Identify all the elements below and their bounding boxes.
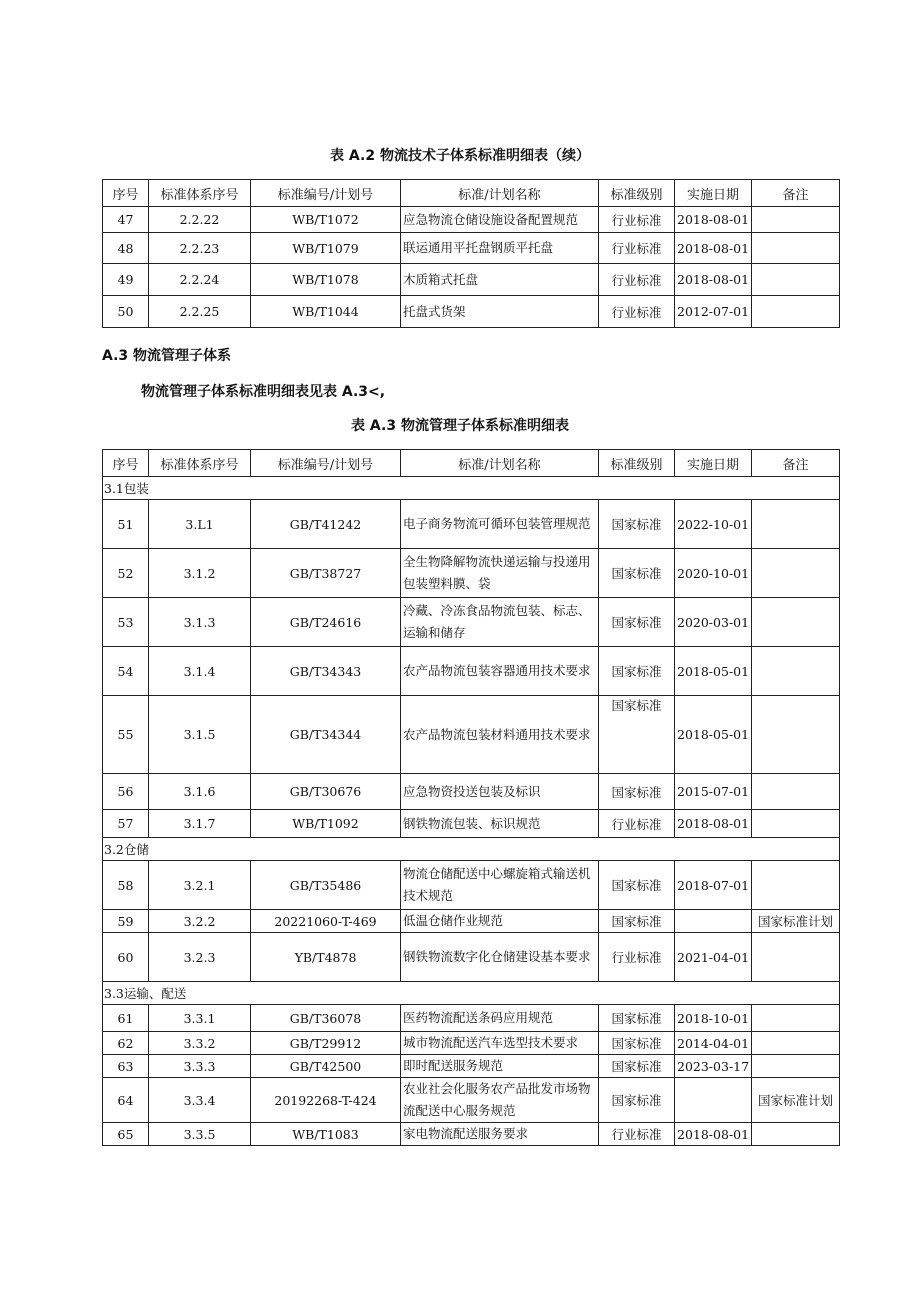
header-code: 标准编号/计划号 <box>251 450 401 477</box>
header-name: 标准/计划名称 <box>401 450 599 477</box>
row-system-no: 3.3.5 <box>149 1123 251 1146</box>
row-date: 2018-08-01 <box>675 207 752 233</box>
table-row <box>103 933 840 982</box>
table-header-row <box>103 450 840 477</box>
row-date: 2020-03-01 <box>675 598 752 647</box>
row-level: 国家标准 <box>599 1005 675 1032</box>
header-name: 标准/计划名称 <box>401 180 599 207</box>
row-level: 行业标准 <box>599 1123 675 1146</box>
row-system-no: 3.1.6 <box>149 774 251 810</box>
row-note <box>752 549 840 598</box>
row-date: 2018-05-01 <box>675 696 752 774</box>
row-level: 国家标准 <box>599 696 675 774</box>
table-row <box>103 296 840 328</box>
header-system-no: 标准体系序号 <box>149 180 251 207</box>
table-header-row <box>103 180 840 207</box>
table-row <box>103 810 840 838</box>
header-no: 序号 <box>103 180 149 207</box>
row-name: 托盘式货架 <box>401 296 599 328</box>
row-level: 行业标准 <box>599 264 675 296</box>
row-code: GB/T24616 <box>251 598 401 647</box>
row-note <box>752 696 840 774</box>
row-system-no: 3.1.3 <box>149 598 251 647</box>
row-no: 48 <box>103 233 149 264</box>
row-system-no: 3.2.1 <box>149 861 251 910</box>
row-name: 农产品物流包装容器通用技术要求 <box>401 647 599 696</box>
row-system-no: 3.L1 <box>149 500 251 549</box>
row-name: 医药物流配送条码应用规范 <box>401 1005 599 1032</box>
row-note <box>752 207 840 233</box>
row-date: 2015-07-01 <box>675 774 752 810</box>
row-no: 54 <box>103 647 149 696</box>
row-no: 65 <box>103 1123 149 1146</box>
row-no: 51 <box>103 500 149 549</box>
row-no: 55 <box>103 696 149 774</box>
row-date: 2014-04-01 <box>675 1032 752 1055</box>
row-level: 国家标准 <box>599 647 675 696</box>
row-system-no: 2.2.22 <box>149 207 251 233</box>
row-system-no: 3.2.3 <box>149 933 251 982</box>
row-no: 64 <box>103 1078 149 1123</box>
row-name: 城市物流配送汽车选型技术要求 <box>401 1032 599 1055</box>
row-system-no: 3.1.5 <box>149 696 251 774</box>
row-code: 20221060-T-469 <box>251 910 401 933</box>
row-system-no: 3.1.4 <box>149 647 251 696</box>
table-row <box>103 647 840 696</box>
row-code: GB/T35486 <box>251 861 401 910</box>
row-level: 国家标准 <box>599 774 675 810</box>
row-name: 钢铁物流数字化仓储建设基本要求 <box>401 933 599 982</box>
row-code: GB/T29912 <box>251 1032 401 1055</box>
header-note: 备注 <box>752 450 840 477</box>
table-row <box>103 1078 840 1123</box>
row-note <box>752 810 840 838</box>
row-date: 2021-04-01 <box>675 933 752 982</box>
row-date <box>675 910 752 933</box>
row-code: WB/T1072 <box>251 207 401 233</box>
row-date: 2018-08-01 <box>675 264 752 296</box>
row-code: GB/T42500 <box>251 1055 401 1078</box>
row-date: 2020-10-01 <box>675 549 752 598</box>
row-no: 50 <box>103 296 149 328</box>
row-name: 冷藏、冷冻食品物流包装、标志、运输和储存 <box>401 598 599 647</box>
row-name: 农产品物流包装材料通用技术要求 <box>401 696 599 774</box>
row-level: 行业标准 <box>599 810 675 838</box>
table-a2-caption: 表 A.2 物流技术子体系标准明细表（续） <box>330 148 590 164</box>
row-code: GB/T38727 <box>251 549 401 598</box>
row-name: 木质箱式托盘 <box>401 264 599 296</box>
row-name: 物流仓储配送中心螺旋箱式输送机技术规范 <box>401 861 599 910</box>
row-note <box>752 861 840 910</box>
row-code: GB/T34344 <box>251 696 401 774</box>
section-title: 3.3运输、配送 <box>103 982 840 1005</box>
table-section-row <box>103 838 840 861</box>
header-date: 实施日期 <box>675 180 752 207</box>
section-title: 3.1包装 <box>103 477 840 500</box>
row-note <box>752 774 840 810</box>
row-level: 国家标准 <box>599 598 675 647</box>
row-no: 57 <box>103 810 149 838</box>
row-level: 行业标准 <box>599 233 675 264</box>
row-note <box>752 1032 840 1055</box>
row-no: 56 <box>103 774 149 810</box>
row-name: 应急物资投送包装及标识 <box>401 774 599 810</box>
row-level: 国家标准 <box>599 910 675 933</box>
row-system-no: 3.2.2 <box>149 910 251 933</box>
row-code: 20192268-T-424 <box>251 1078 401 1123</box>
row-date: 2018-08-01 <box>675 233 752 264</box>
row-date: 2018-08-01 <box>675 1123 752 1146</box>
row-level: 行业标准 <box>599 296 675 328</box>
row-level: 国家标准 <box>599 549 675 598</box>
row-note <box>752 1123 840 1146</box>
row-no: 47 <box>103 207 149 233</box>
row-code: GB/T34343 <box>251 647 401 696</box>
table-row <box>103 500 840 549</box>
row-date: 2018-08-01 <box>675 810 752 838</box>
row-name: 即时配送服务规范 <box>401 1055 599 1078</box>
table-row <box>103 1005 840 1032</box>
row-code: YB/T4878 <box>251 933 401 982</box>
table-a3-caption: 表 A.3 物流管理子体系标准明细表 <box>351 418 569 434</box>
row-name: 联运通用平托盘钢质平托盘 <box>401 233 599 264</box>
row-name: 家电物流配送服务要求 <box>401 1123 599 1146</box>
table-row <box>103 264 840 296</box>
table-row <box>103 1055 840 1078</box>
header-date: 实施日期 <box>675 450 752 477</box>
row-note <box>752 264 840 296</box>
row-code: WB/T1079 <box>251 233 401 264</box>
row-note <box>752 1005 840 1032</box>
row-note <box>752 598 840 647</box>
row-system-no: 3.3.1 <box>149 1005 251 1032</box>
row-note: 国家标准计划 <box>752 910 840 933</box>
row-code: GB/T41242 <box>251 500 401 549</box>
row-name: 电子商务物流可循环包装管理规范 <box>401 500 599 549</box>
row-date: 2023-03-17 <box>675 1055 752 1078</box>
table-row <box>103 598 840 647</box>
header-note: 备注 <box>752 180 840 207</box>
section-title: 3.2仓储 <box>103 838 840 861</box>
table-section-row <box>103 982 840 1005</box>
table-a3 <box>102 449 840 1146</box>
row-no: 60 <box>103 933 149 982</box>
table-row <box>103 910 840 933</box>
row-note <box>752 1055 840 1078</box>
row-code: GB/T36078 <box>251 1005 401 1032</box>
table-a2 <box>102 179 840 328</box>
row-system-no: 2.2.24 <box>149 264 251 296</box>
table-row <box>103 1032 840 1055</box>
row-name: 应急物流仓储设施设备配置规范 <box>401 207 599 233</box>
table-row <box>103 207 840 233</box>
row-no: 58 <box>103 861 149 910</box>
row-no: 62 <box>103 1032 149 1055</box>
row-name: 钢铁物流包装、标识规范 <box>401 810 599 838</box>
row-level: 国家标准 <box>599 1055 675 1078</box>
row-name: 全生物降解物流快递运输与投递用包装塑料膜、袋 <box>401 549 599 598</box>
row-no: 63 <box>103 1055 149 1078</box>
row-note <box>752 647 840 696</box>
table-row <box>103 774 840 810</box>
row-note: 国家标准计划 <box>752 1078 840 1123</box>
row-no: 49 <box>103 264 149 296</box>
table-row <box>103 696 840 774</box>
row-system-no: 3.3.2 <box>149 1032 251 1055</box>
row-date: 2018-05-01 <box>675 647 752 696</box>
row-no: 52 <box>103 549 149 598</box>
row-date: 2018-07-01 <box>675 861 752 910</box>
row-level: 国家标准 <box>599 1032 675 1055</box>
row-note <box>752 500 840 549</box>
row-no: 53 <box>103 598 149 647</box>
row-note <box>752 233 840 264</box>
section-a3-heading: A.3 物流管理子体系 <box>102 348 232 364</box>
row-system-no: 3.1.2 <box>149 549 251 598</box>
row-date: 2018-10-01 <box>675 1005 752 1032</box>
header-no: 序号 <box>103 450 149 477</box>
section-a3-intro: 物流管理子体系标准明细表见表 A.3<, <box>141 384 386 400</box>
row-system-no: 3.1.7 <box>149 810 251 838</box>
row-date <box>675 1078 752 1123</box>
row-system-no: 3.3.3 <box>149 1055 251 1078</box>
row-system-no: 2.2.25 <box>149 296 251 328</box>
table-section-row <box>103 477 840 500</box>
row-code: WB/T1083 <box>251 1123 401 1146</box>
header-level: 标准级别 <box>599 450 675 477</box>
table-row <box>103 861 840 910</box>
row-note <box>752 296 840 328</box>
row-no: 59 <box>103 910 149 933</box>
row-level: 国家标准 <box>599 1078 675 1123</box>
row-level: 行业标准 <box>599 207 675 233</box>
row-name: 农业社会化服务农产品批发市场物流配送中心服务规范 <box>401 1078 599 1123</box>
header-system-no: 标准体系序号 <box>149 450 251 477</box>
row-level: 国家标准 <box>599 500 675 549</box>
row-system-no: 2.2.23 <box>149 233 251 264</box>
row-level: 国家标准 <box>599 861 675 910</box>
row-name: 低温仓储作业规范 <box>401 910 599 933</box>
row-no: 61 <box>103 1005 149 1032</box>
table-row <box>103 1123 840 1146</box>
row-date: 2022-10-01 <box>675 500 752 549</box>
row-system-no: 3.3.4 <box>149 1078 251 1123</box>
row-level: 行业标准 <box>599 933 675 982</box>
row-code: WB/T1078 <box>251 264 401 296</box>
header-code: 标准编号/计划号 <box>251 180 401 207</box>
table-row <box>103 549 840 598</box>
row-note <box>752 933 840 982</box>
row-code: WB/T1092 <box>251 810 401 838</box>
row-code: GB/T30676 <box>251 774 401 810</box>
header-level: 标准级别 <box>599 180 675 207</box>
table-row <box>103 233 840 264</box>
row-date: 2012-07-01 <box>675 296 752 328</box>
row-code: WB/T1044 <box>251 296 401 328</box>
